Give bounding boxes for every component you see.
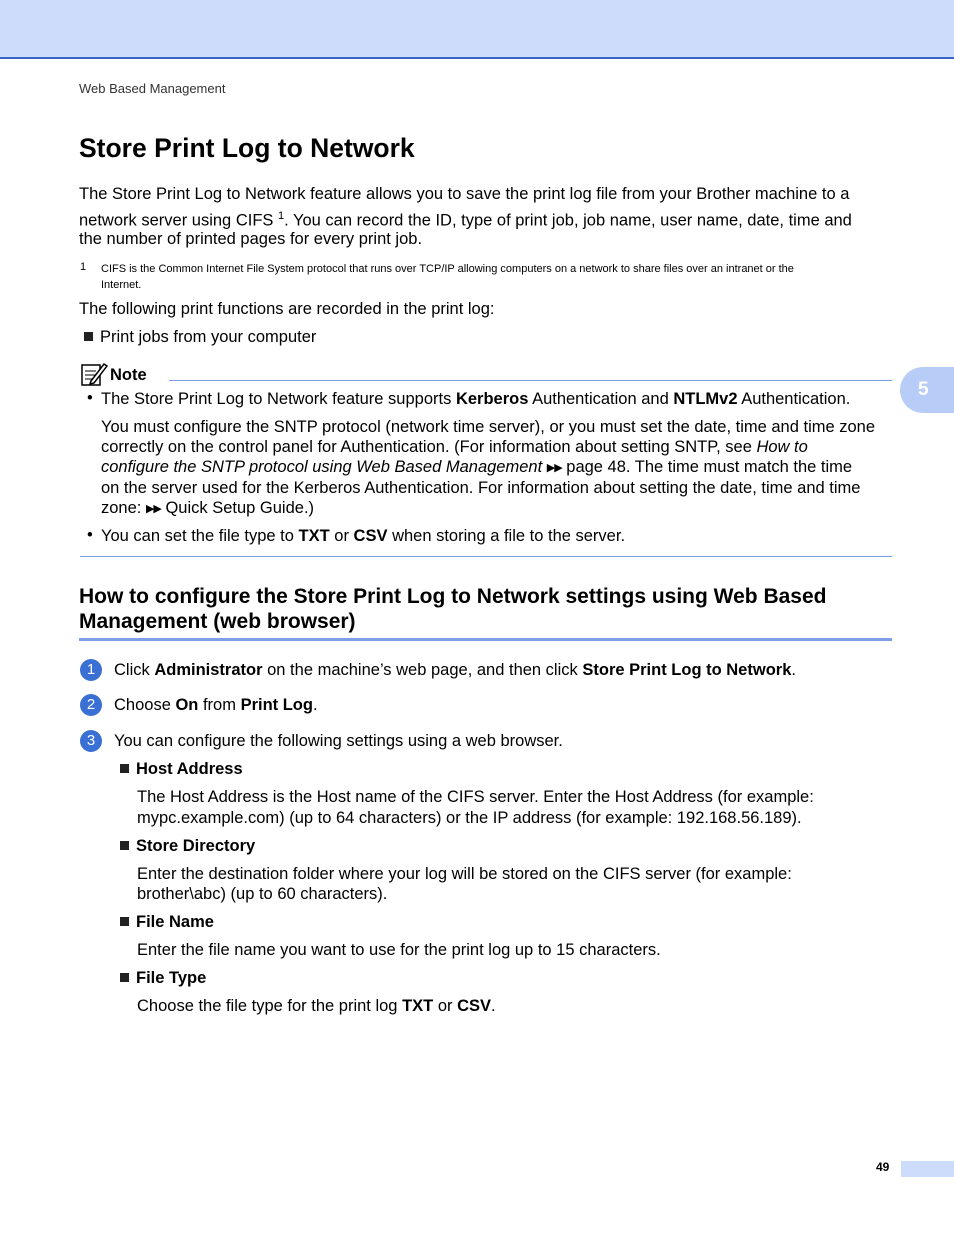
intro-line-3: the number of printed pages for every print job. bbox=[79, 230, 423, 248]
note-para-line-4: on the server used for the Kerberos Authentication. For information about setting the date, time and time bbox=[101, 479, 861, 497]
page-title: Store Print Log to Network bbox=[79, 133, 415, 163]
page-number: 49 bbox=[876, 1160, 890, 1174]
note-para-line-3: configure the SNTP protocol using Web Based Management ▶▶ page 48. The time must match the time bbox=[101, 458, 853, 476]
note-header bbox=[80, 361, 892, 387]
setting-store-directory-desc-2: brother\abc) (up to 60 characters). bbox=[137, 885, 388, 903]
step-3-text: You can configure the following settings using a web browser. bbox=[114, 732, 563, 750]
running-header: Web Based Management bbox=[79, 81, 226, 96]
step-1-number-icon: 1 bbox=[80, 659, 102, 681]
step-2-number-icon: 2 bbox=[80, 694, 102, 716]
bullet-square-icon bbox=[120, 841, 129, 850]
note-divider bbox=[169, 380, 892, 381]
note-bottom-divider bbox=[80, 556, 892, 557]
setting-file-type-title: File Type bbox=[120, 968, 206, 989]
note-bullet-2-dot: • bbox=[87, 526, 93, 544]
note-para-line-2: correctly on the control panel for Authentication. (For information about setting SNTP, see How to bbox=[101, 438, 808, 456]
bullet-square-icon bbox=[120, 973, 129, 982]
setting-host-address-desc-1: The Host Address is the Host name of the CIFS server. Enter the Host Address (for example: bbox=[137, 788, 814, 806]
bullet-square-icon bbox=[120, 917, 129, 926]
step-1-text: Click Administrator on the machine’s web page, and then click Store Print Log to Network. bbox=[114, 661, 796, 679]
footnote-text-1: CIFS is the Common Internet File System protocol that runs over TCP/IP allowing computers on a network to share files over an intranet or the bbox=[101, 263, 794, 275]
step-3-number-icon: 3 bbox=[80, 730, 102, 752]
bullet-square-icon bbox=[120, 764, 129, 773]
footnote-mark: 1 bbox=[80, 261, 87, 273]
bullet-square-icon bbox=[84, 332, 93, 341]
intro-line-1: The Store Print Log to Network feature allows you to save the print log file from your Brother machine to a bbox=[79, 185, 850, 203]
note-bullet-2: You can set the file type to TXT or CSV when storing a file to the server. bbox=[101, 527, 626, 545]
sntp-link-part-1[interactable]: How to bbox=[756, 438, 808, 456]
setting-store-directory-desc-1: Enter the destination folder where your log will be stored on the CIFS server (for example: bbox=[137, 865, 792, 883]
howto-heading: How to configure the Store Print Log to Network settings using Web Based Management (web browser) bbox=[79, 585, 827, 633]
chapter-tab[interactable]: 5 bbox=[900, 367, 954, 413]
setting-store-directory-title: Store Directory bbox=[120, 836, 255, 857]
double-chevron-icon: ▶▶ bbox=[145, 503, 161, 515]
double-chevron-icon: ▶▶ bbox=[546, 462, 562, 474]
setting-host-address-title: Host Address bbox=[120, 759, 243, 780]
note-para-line-5: zone: ▶▶ Quick Setup Guide.) bbox=[101, 499, 315, 517]
setting-file-name-title: File Name bbox=[120, 912, 214, 933]
note-bullet-1-dot: • bbox=[87, 389, 93, 407]
setting-file-type-desc: Choose the file type for the print log TXT or CSV. bbox=[137, 997, 496, 1015]
setting-file-name-desc: Enter the file name you want to use for the print log up to 15 characters. bbox=[137, 941, 661, 959]
footnote-ref[interactable]: 1 bbox=[277, 210, 285, 222]
recorded-list-item: Print jobs from your computer bbox=[84, 327, 316, 348]
step-2-text: Choose On from Print Log. bbox=[114, 696, 318, 714]
note-label: Note bbox=[110, 366, 147, 384]
intro-line-2: network server using CIFS $^1$. You can record the ID, type of print job, job name, user name, date, time and bbox=[79, 210, 852, 230]
header-band bbox=[0, 0, 954, 59]
setting-host-address-desc-2: mypc.example.com) (up to 64 characters) or the IP address (for example: 192.168.56.189). bbox=[137, 809, 802, 827]
note-para-line-1: You must configure the SNTP protocol (network time server), or you must set the date, time and time zone bbox=[101, 418, 876, 436]
recorded-intro: The following print functions are recorded in the print log: bbox=[79, 300, 495, 318]
sntp-link-part-2[interactable]: configure the SNTP protocol using Web Based Management bbox=[101, 458, 543, 476]
note-bullet-1: The Store Print Log to Network feature supports Kerberos Authentication and NTLMv2 Authentication. bbox=[101, 390, 851, 408]
footnote-text-2: Internet. bbox=[101, 279, 142, 291]
note-pencil-icon bbox=[80, 361, 108, 387]
heading-underline bbox=[79, 638, 892, 641]
page-number-tab bbox=[901, 1161, 954, 1177]
